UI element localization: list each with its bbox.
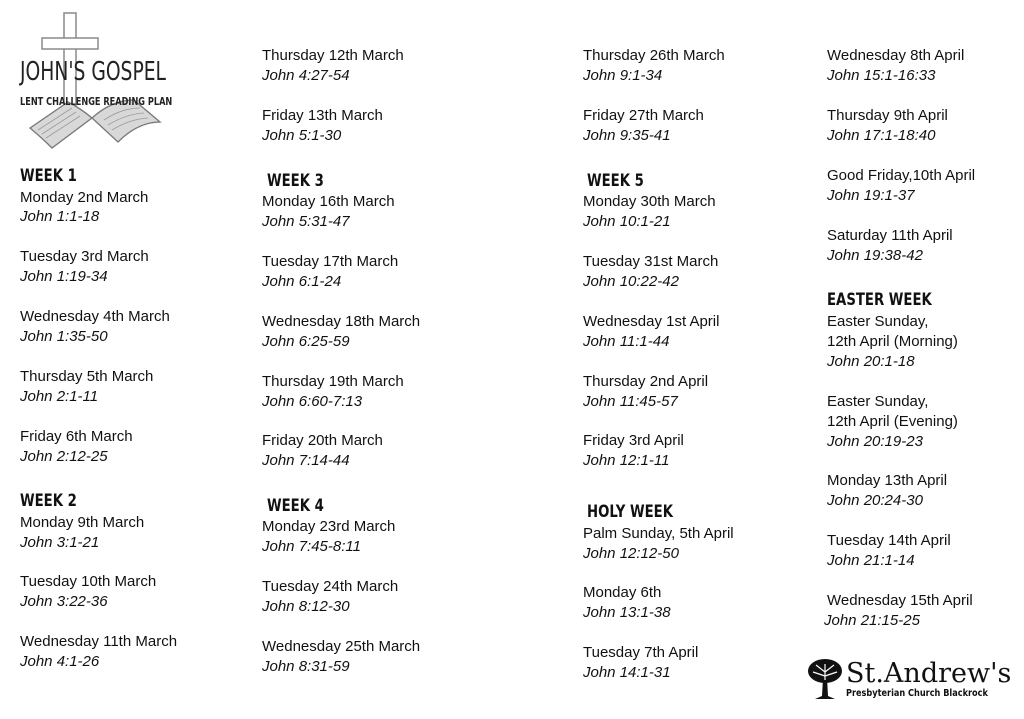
church-name: St.Andrew's [846, 658, 1012, 689]
church-subtitle: Presbyterian Church Blackrock [846, 688, 988, 699]
reading-ref: John 11:1-44 [583, 333, 670, 350]
reading-ref: John 20:24-30 [827, 492, 923, 509]
reading-ref: John 7:14-44 [262, 452, 350, 469]
reading-ref: John 8:12-30 [262, 598, 350, 615]
reading-ref: John 6:1-24 [262, 273, 342, 290]
reading-day: Wednesday 15th April [827, 592, 973, 609]
reading-day: Thursday 2nd April [583, 373, 709, 390]
week-heading: HOLY WEEK [587, 502, 673, 522]
reading-ref: John 8:31-59 [262, 658, 350, 675]
reading-day: Monday 2nd March [20, 189, 149, 206]
reading-day: Friday 6th March [20, 428, 133, 445]
reading-day: Wednesday 1st April [583, 313, 720, 330]
reading-ref: John 2:12-25 [20, 448, 108, 465]
reading-day: Monday 9th March [20, 514, 145, 531]
tree-logo-icon [806, 658, 844, 700]
reading-ref: John 4:1-26 [20, 653, 100, 670]
reading-day: Tuesday 31st March [583, 253, 719, 270]
reading-day-line2: 12th April (Evening) [827, 413, 958, 430]
reading-day: Monday 16th March [262, 193, 395, 210]
reading-day: Wednesday 11th March [20, 633, 178, 650]
week-heading: WEEK 5 [587, 171, 644, 191]
reading-ref: John 14:1-31 [583, 664, 671, 681]
reading-day: Wednesday 18th March [262, 313, 421, 330]
reading-day: Friday 13th March [262, 107, 383, 124]
reading-day: Wednesday 25th March [262, 638, 421, 655]
reading-day: Thursday 9th April [827, 107, 948, 124]
reading-day: Easter Sunday, [827, 313, 929, 330]
reading-day: Tuesday 3rd March [20, 248, 149, 265]
reading-ref: John 5:31-47 [262, 213, 350, 230]
reading-day: Palm Sunday, 5th April [583, 525, 734, 542]
reading-day: Easter Sunday, [827, 393, 929, 410]
week-heading: WEEK 1 [20, 166, 77, 186]
reading-day: Tuesday 10th March [20, 573, 157, 590]
reading-ref: John 19:38-42 [827, 247, 923, 264]
reading-ref: John 9:1-34 [583, 67, 663, 84]
page-title: JOHN'S GOSPEL [20, 57, 166, 87]
reading-ref: John 9:35-41 [583, 127, 671, 144]
reading-ref: John 19:1-37 [827, 187, 915, 204]
reading-ref: John 2:1-11 [20, 388, 99, 405]
reading-ref: John 6:25-59 [262, 333, 350, 350]
reading-ref: John 3:1-21 [20, 534, 100, 551]
reading-ref: John 11:45-57 [583, 393, 678, 410]
reading-ref: John 6:60-7:13 [262, 393, 363, 410]
reading-day-line2: 12th April (Morning) [827, 333, 958, 350]
reading-day: Friday 3rd April [583, 432, 684, 449]
reading-ref: John 5:1-30 [262, 127, 342, 144]
reading-day: Monday 30th March [583, 193, 716, 210]
week-heading: WEEK 2 [20, 491, 77, 511]
reading-ref: John 21:1-14 [827, 552, 915, 569]
reading-day: Friday 27th March [583, 107, 704, 124]
reading-day: Thursday 26th March [583, 47, 725, 64]
reading-ref: John 13:1-38 [583, 604, 671, 621]
reading-ref: John 1:1-18 [20, 208, 100, 225]
reading-day: Monday 23rd March [262, 518, 396, 535]
reading-day: Monday 13th April [827, 472, 948, 489]
reading-ref: John 12:12-50 [583, 545, 679, 562]
reading-ref: John 15:1-16:33 [827, 67, 936, 84]
reading-ref: John 1:35-50 [20, 328, 108, 345]
reading-ref: John 7:45-8:11 [262, 538, 361, 555]
reading-day: Tuesday 7th April [583, 644, 699, 661]
reading-ref: John 4:27-54 [262, 67, 350, 84]
week-heading: EASTER WEEK [827, 290, 932, 310]
reading-day: Thursday 12th March [262, 47, 404, 64]
reading-day: Good Friday,10th April [827, 167, 976, 184]
reading-day: Thursday 5th March [20, 368, 154, 385]
reading-ref: John 20:1-18 [827, 353, 915, 370]
reading-day: Saturday 11th April [827, 227, 953, 244]
reading-day: Tuesday 24th March [262, 578, 399, 595]
reading-day: Tuesday 14th April [827, 532, 951, 549]
reading-ref: John 12:1-11 [583, 452, 670, 469]
reading-ref: John 20:19-23 [827, 433, 923, 450]
reading-day: Friday 20th March [262, 432, 383, 449]
reading-ref: John 3:22-36 [20, 593, 108, 610]
reading-day: Thursday 19th March [262, 373, 404, 390]
reading-ref: John 10:1-21 [583, 213, 671, 230]
reading-ref: John 10:22-42 [583, 273, 679, 290]
reading-ref: John 1:19-34 [20, 268, 108, 285]
page-subtitle: LENT CHALLENGE READING PLAN [20, 96, 173, 108]
reading-ref: John 17:1-18:40 [827, 127, 936, 144]
reading-day: Wednesday 4th March [20, 308, 170, 325]
week-heading: WEEK 3 [267, 171, 324, 191]
reading-day: Monday 6th [583, 584, 662, 601]
reading-ref: John 21:15-25 [824, 612, 920, 629]
reading-day: Tuesday 17th March [262, 253, 399, 270]
week-heading: WEEK 4 [267, 496, 324, 516]
reading-day: Wednesday 8th April [827, 47, 965, 64]
